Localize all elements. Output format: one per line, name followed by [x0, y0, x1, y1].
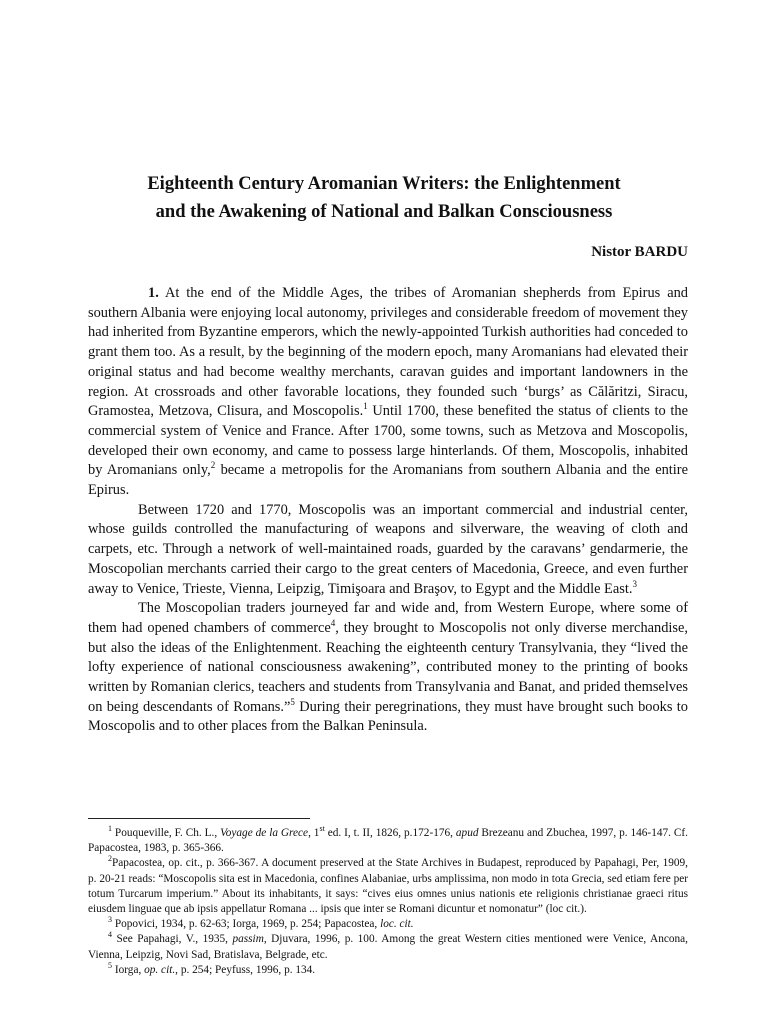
title-line-2: and the Awakening of National and Balkan Consciousness [155, 202, 613, 222]
footnote-ref-4[interactable]: 4 [330, 618, 336, 629]
footnote-1-number: 1 [108, 824, 112, 834]
paragraph-3-text-c: During their peregrinations, they must have brought such books to Moscopolis and to other places from the Balkan Peninsula. [88, 698, 688, 735]
footnote-1-text-d: Brezeanu and Zbuchea, 1997, p. 146-147. Cf. Papacostea, 1983, p. 365-366. [88, 827, 688, 855]
paragraph-1-text-c: became a metropolis for the Aromanians from southern Albania and the entire Epirus. [88, 462, 688, 499]
footnote-1-text-b: , 1 [308, 827, 320, 839]
footnote-1-text-a: Pouqueville, F. Ch. L., [112, 827, 221, 839]
footnote-3-text: Popovici, 1934, p. 62-63; Iorga, 1969, p. 254; Papacostea, [112, 918, 381, 931]
paragraph-3-text-a: The Moscopolian traders journeyed far and wide and, from Western Europe, where some of them had opened chambers of commerce [88, 600, 688, 636]
footnote-1 [88, 826, 688, 856]
footnote-5-number: 5 [108, 961, 112, 971]
footnote-3-loc-cit: loc. cit. [380, 918, 414, 931]
footnote-2-text: Papacostea, op. cit., p. 366-367. A document preserved at the State Archives in Budapest, reproduced by Papahagi, Per, 1909, p. 20-21 reads: “Moscopolis sita est in Macedonia, confines Alabaniae, urbs amplissima, non modo in tota Grecia, sed etiam fere per totum Turcarum imperium.” About its inhabitants, it says: “cives eius omnes unius nationis ete religionis christianae graeci ritus eiusdem linguae que ab ipsis appellatur Romana ... ipsis que inter se Romani dicuntur et nomonatur” (loc cit.). [88, 857, 688, 916]
paragraph-3-text-b: , they brought to Moscopolis not only diverse merchandise, but also the ideas of the Enlightenment. Reaching the eighteenth century Transylvania, they “lived the lofty experience of national consciousness awakening”, contributed money to the printing of books written by Romanian clerics, teachers and students from Transylvania and Banat, and prided themselves on being descendants of Romans.” [88, 619, 688, 715]
footnote-3-number: 3 [108, 915, 112, 925]
section-number: 1. [148, 285, 159, 301]
footnote-ref-2[interactable]: 2 [210, 460, 216, 471]
footnote-4-text-b: , Djuvara, 1996, p. 100. Among the great Western cities mentioned were Venice, Ancona, Vienna, Leipzig, Novi Sad, Bratislava, Belgrade, etc. [88, 933, 688, 961]
article-body [88, 284, 688, 737]
paragraph-1 [88, 284, 688, 501]
footnote-2-number: 2 [108, 854, 112, 864]
paragraph-1-text-b: Until 1700, these benefited the status of clients to the commercial system of Venice and France. After 1700, some towns, such as Metzova and Moscopolis, developed their own economy, and came to possess large hinterlands. Of them, Moscopolis, inhabited by Aromanians only, [88, 403, 688, 479]
footnote-5-text-b: , p. 254; Peyfuss, 1996, p. 134. [175, 963, 316, 976]
paragraph-2 [88, 501, 688, 600]
footnote-ref-5[interactable]: 5 [290, 696, 295, 707]
footnote-1-ordinal: st [319, 824, 325, 834]
title-line-1: Eighteenth Century Aromanian Writers: the Enlightenment [147, 174, 621, 194]
footnote-1-book-title: Voyage de la Grece [220, 827, 309, 839]
footnote-2 [88, 856, 688, 917]
footnote-1-apud: apud [455, 827, 479, 839]
footnote-4-passim: passim [232, 933, 264, 946]
footnote-ref-3[interactable]: 3 [632, 578, 637, 589]
paragraph-1-text-a: At the end of the Middle Ages, the tribes of Aromanian shepherds from Epirus and southern Albania were enjoying local autonomy, privileges and considerable freedom of movement they had inherited from Byzantine emperors, which the newly-appointed Turkish authorities had conceded to grant them too. As a result, by the beginning of the modern epoch, many Aromanians had elevated their original status and had become wealthy merchants, caravan guides and important landowners in the region. At crossroads and other favorable locations, they founded such ‘burgs’ as Călăritzi, Siracu, Gramostea, Metzova, Clisura, and Moscopolis. [88, 285, 688, 420]
footnote-ref-1[interactable]: 1 [363, 401, 368, 412]
footnote-5-op-cit: op. cit. [144, 963, 176, 976]
paragraph-3 [88, 599, 688, 737]
footnotes [88, 826, 688, 978]
footnote-4 [88, 932, 688, 962]
footnote-1-text-c: ed. I, t. II, 1826, p.172-176, [324, 827, 456, 839]
footnote-5-text-a: Iorga, [112, 963, 145, 976]
footnote-4-text-a: See Papahagi, V., 1935, [112, 933, 233, 946]
paragraph-2-text: Between 1720 and 1770, Moscopolis was an important commercial and industrial center, whose guilds controlled the manufacturing of weapons and silverware, the weaving of cloth and carpets, etc. Through a network of well-maintained roads, guarded by the caravans’ gendarmerie, the Moscopolian merchants carried their cargo to the great centers of Macedonia, Greece, and even further away to Venice, Trieste, Vienna, Leipzig, Timişoara and Braşov, to Egypt and the Middle East. [88, 501, 688, 597]
footnote-divider [88, 818, 310, 819]
footnote-5 [88, 963, 688, 978]
article-title [80, 170, 688, 226]
footnote-4-number: 4 [108, 930, 112, 940]
footnote-3 [88, 917, 688, 932]
author-name: Nistor BARDU [591, 244, 688, 260]
